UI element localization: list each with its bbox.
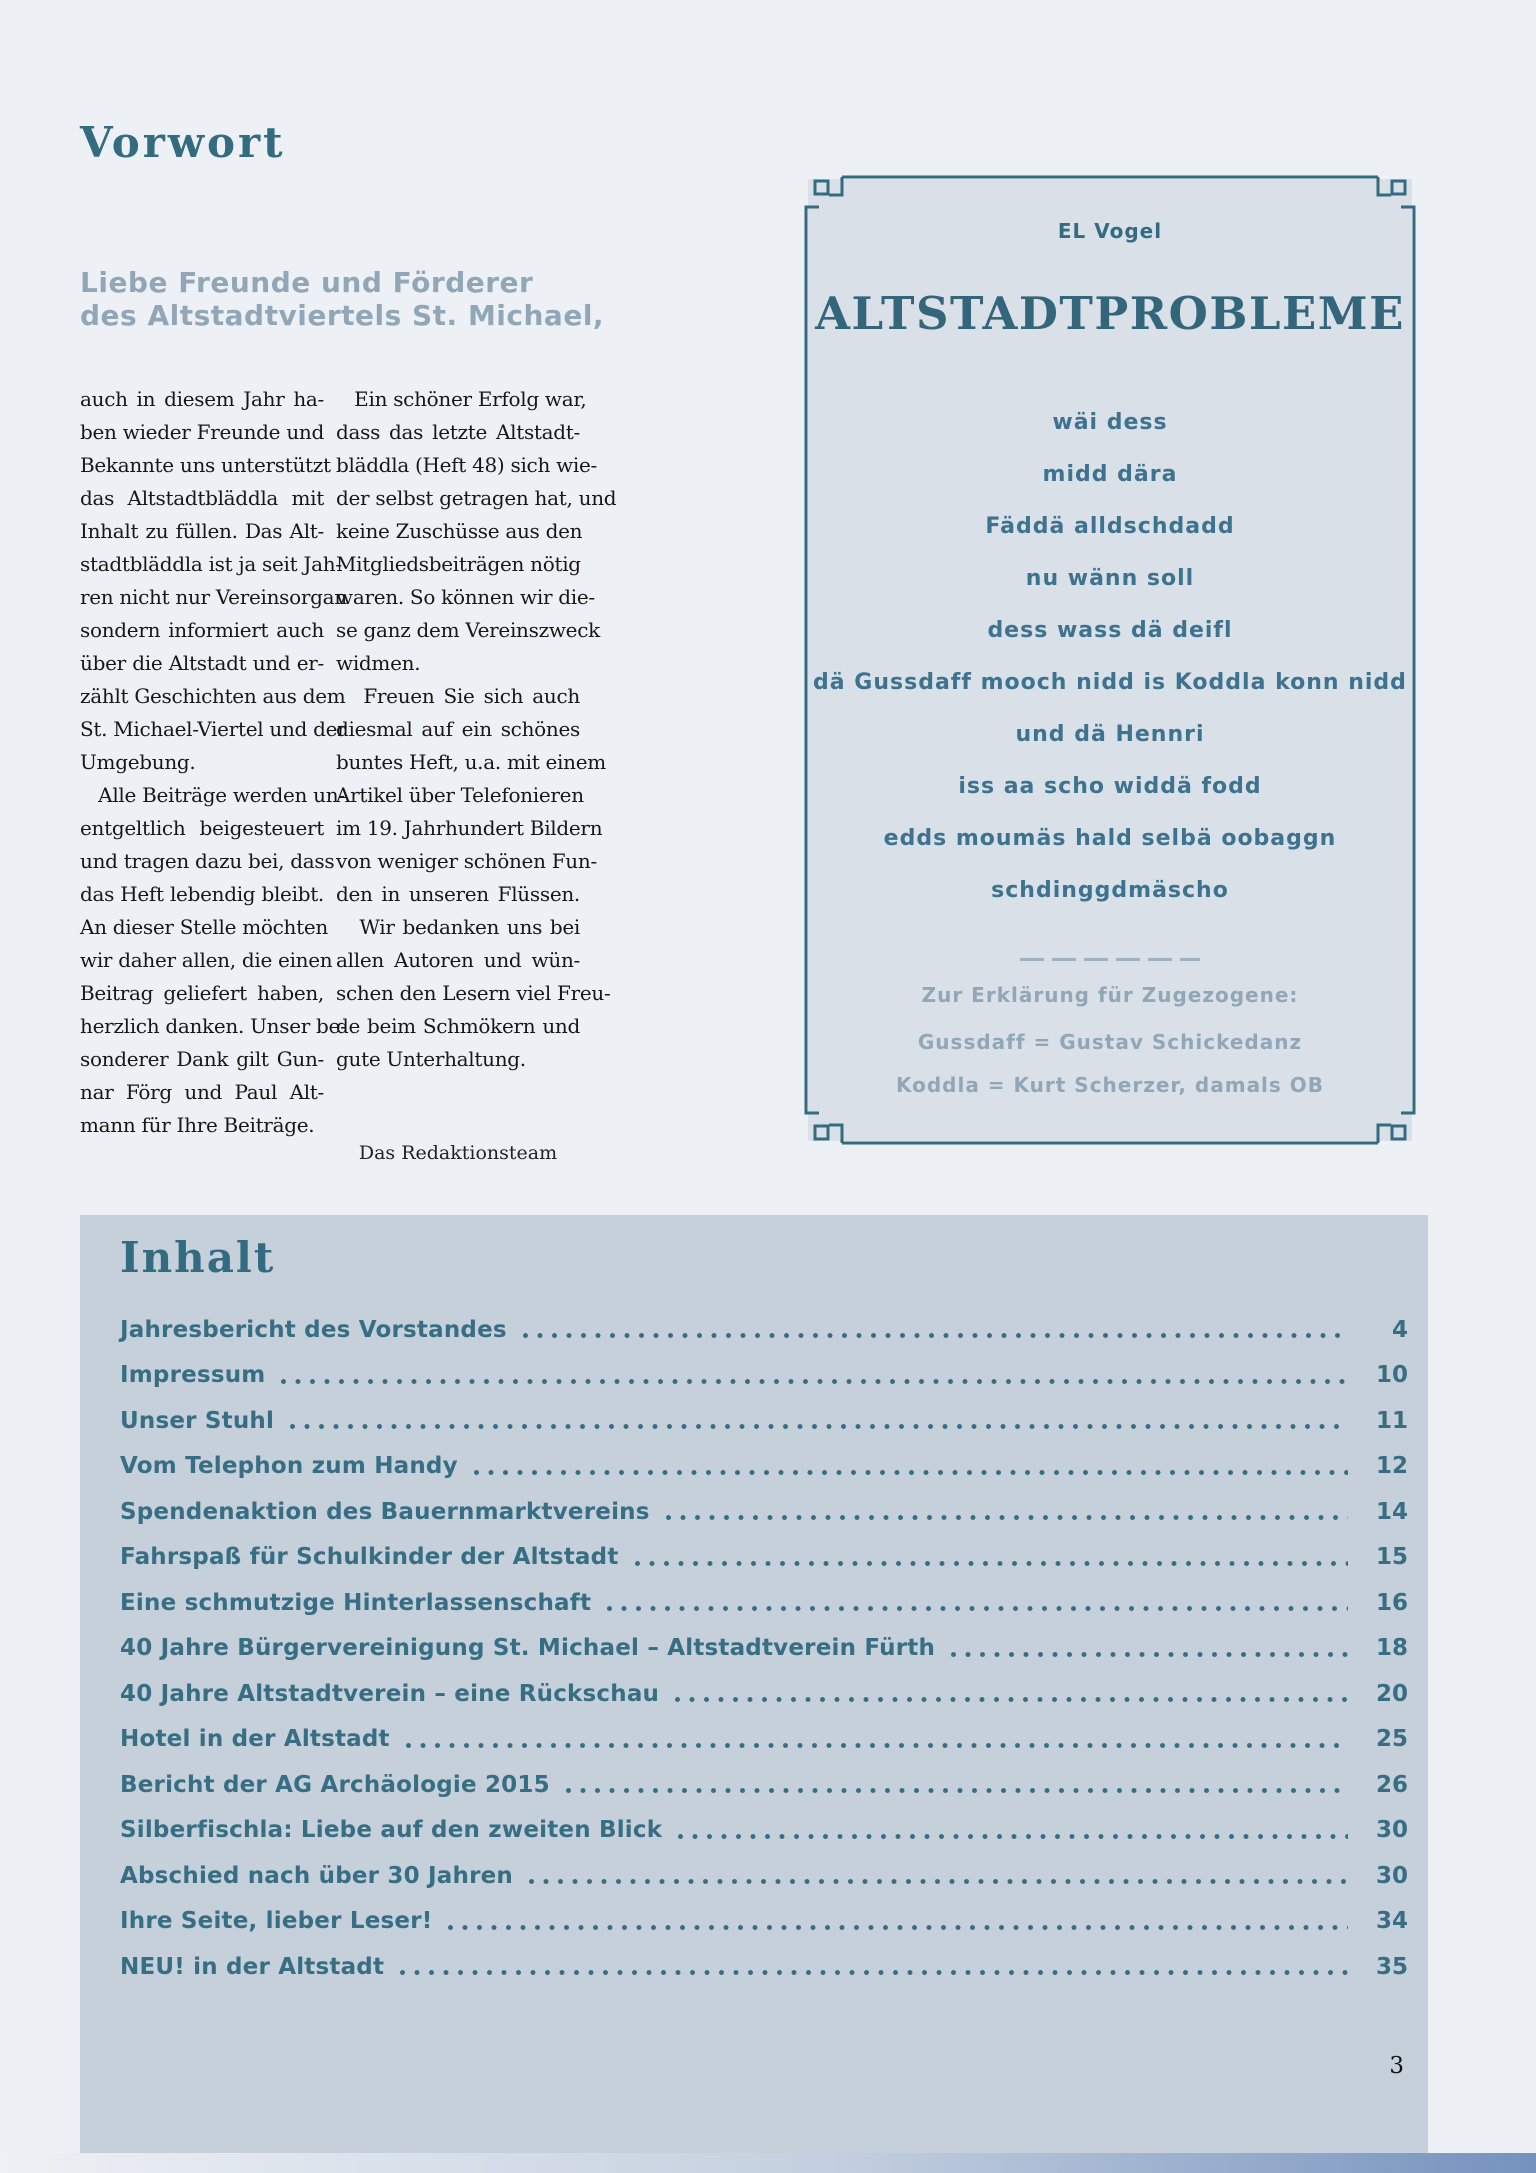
article-line: zählt Geschichten aus dem [80,684,346,708]
toc-entry-title: Fahrspaß für Schulkinder der Altstadt [120,1544,619,1571]
toc-entry-page-number: 34 [1375,1908,1408,1935]
poem-line: dä Gussdaff mooch nidd is Koddla konn nidd [813,670,1407,695]
toc-dotted-leader [523,1333,1348,1338]
toc-dotted-leader [566,1788,1348,1793]
article-line: wir daher allen, die einen [80,948,333,972]
article-line: se ganz dem Vereinszweck [336,618,600,642]
article-line: stadtbläddla ist ja seit Jah- [80,552,342,576]
article-line: ben wieder Freunde und [80,420,324,444]
bottom-gradient-bar [0,2153,1536,2173]
article-line: allen Autoren und wün- [336,948,580,972]
toc-entry-title: Jahresbericht des Vorstandes [120,1316,507,1343]
article-line: St. Michael-Viertel und der [80,717,347,741]
article-line: de beim Schmökern und [336,1014,580,1038]
poem-lines [800,397,1420,917]
toc-entry-title: Vom Telephon zum Handy [120,1453,458,1480]
toc-entry-title: Eine schmutzige Hinterlassenschaft [120,1589,592,1616]
toc-dotted-leader [678,1834,1348,1839]
poem-line: Fäddä alldschdadd [985,514,1235,539]
toc-row [120,1398,1408,1444]
toc-row [120,1944,1408,1990]
article-line: ren nicht nur Vereinsorgan [80,585,347,609]
toc-row [120,1626,1408,1672]
toc-dotted-leader [400,1970,1348,1975]
article-line: von weniger schönen Fun- [336,849,597,873]
article-line: diesmal auf ein schönes [336,717,580,741]
toc-entry-page-number: 30 [1375,1862,1408,1889]
toc-row [120,1899,1408,1945]
article-line: und tragen dazu bei, dass [80,849,335,873]
toc-entry-page-number: 26 [1375,1771,1408,1798]
article-line: An dieser Stelle möchten [80,915,328,939]
vorwort-title: Vorwort [80,118,286,167]
toc-row [120,1671,1408,1717]
toc-dotted-leader [406,1743,1348,1748]
article-line: dass das letzte Altstadt- [336,420,580,444]
article-line: den in unseren Flüssen. [336,882,580,906]
article-line: waren. So können wir die- [336,585,595,609]
poem-line: dess wass dä deifl [987,618,1233,643]
page-number: 3 [1389,2053,1404,2079]
article-line: herzlich danken. Unser be- [80,1014,347,1038]
poem-footnote-heading: Zur Erklärung für Zugezogene: [921,983,1299,1007]
article-line: entgeltlich beigesteuert [80,816,324,840]
toc-entry-page-number: 14 [1375,1498,1408,1525]
article-line: Beitrag geliefert haben, [80,981,324,1005]
toc-entry-title: 40 Jahre Altstadtverein – eine Rückschau [120,1680,660,1707]
article-line: der selbst getragen hat, und [336,486,617,510]
toc-entry-page-number: 15 [1375,1544,1408,1571]
toc-dotted-leader [448,1925,1348,1930]
toc-row [120,1489,1408,1535]
toc-dotted-leader [281,1379,1348,1384]
toc-row [120,1717,1408,1763]
table-of-contents [120,1307,1408,1990]
article-line: das Heft lebendig bleibt. [80,882,324,906]
editorial-signature: Das Redaktionsteam [358,1142,558,1164]
inhalt-title: Inhalt [120,1233,276,1282]
poem-line: schdinggdmäscho [991,878,1229,903]
toc-entry-title: Ihre Seite, lieber Leser! [120,1908,433,1935]
article-line: schen den Lesern viel Freu- [336,981,611,1005]
greeting-line-1: Liebe Freunde und Förderer [80,266,534,299]
article-line: sondern informiert auch [80,618,324,642]
toc-entry-title: 40 Jahre Bürgervereinigung St. Michael – Altstadtverein Fürth [120,1635,936,1662]
article-line: nar Förg und Paul Alt- [80,1080,324,1104]
toc-entry-title: Bericht der AG Archäologie 2015 [120,1771,550,1798]
article-line: widmen. [336,651,421,675]
toc-entry-page-number: 12 [1375,1453,1408,1480]
article-line: auch in diesem Jahr ha- [80,387,324,411]
inhalt-panel [80,1215,1428,2173]
greeting-line-2: des Altstadtviertels St. Michael, [80,299,605,332]
poem-title: ALTSTADTPROBLEME [815,287,1405,340]
article-line: Ein schöner Erfolg war, [336,387,587,411]
toc-entry-page-number: 16 [1375,1589,1408,1616]
toc-dotted-leader [607,1606,1348,1611]
toc-entry-title: Silberfischla: Liebe auf den zweiten Blick [120,1817,663,1844]
toc-entry-page-number: 30 [1375,1817,1408,1844]
article-line: Inhalt zu füllen. Das Alt- [80,519,324,543]
poem-line: edds moumäs hald selbä oobaggn [883,826,1337,851]
article-line: im 19. Jahrhundert Bildern [336,816,603,840]
toc-entry-title: NEU! in der Altstadt [120,1953,385,1980]
toc-dotted-leader [635,1561,1348,1566]
poem-footnote-line: Gussdaff = Gustav Schickedanz [917,1030,1303,1054]
poem-line: midd dära [1042,462,1178,487]
poem-box [800,155,1420,1165]
toc-row [120,1444,1408,1490]
article-line: bläddla (Heft 48) sich wie- [336,453,598,477]
poem-line: und dä Hennri [1015,722,1205,747]
toc-entry-page-number: 11 [1375,1407,1408,1434]
article-line: Umgebung. [80,750,196,774]
toc-row [120,1353,1408,1399]
article-line: buntes Heft, u.a. mit einem [336,750,606,774]
article-line: Freuen Sie sich auch [336,684,580,708]
article-line: Bekannte uns unterstützt [80,453,331,477]
toc-row [120,1535,1408,1581]
toc-entry-page-number: 10 [1375,1362,1408,1389]
toc-row [120,1580,1408,1626]
toc-dotted-leader [474,1470,1348,1475]
toc-dotted-leader [529,1879,1348,1884]
article-line: das Altstadtbläddla mit [80,486,324,510]
article-columns [80,383,617,1142]
article-line: mann für Ihre Beiträge. [80,1113,315,1137]
toc-row [120,1808,1408,1854]
toc-entry-title: Spendenaktion des Bauernmarktvereins [120,1498,650,1525]
poem-line: nu wänn soll [1025,566,1195,591]
poem-author: EL Vogel [1057,219,1163,243]
toc-entry-title: Unser Stuhl [120,1407,275,1434]
toc-entry-title: Impressum [120,1362,266,1389]
toc-entry-page-number: 25 [1375,1726,1408,1753]
toc-row [120,1307,1408,1353]
article-line: sonderer Dank gilt Gun- [80,1047,324,1071]
toc-dotted-leader [290,1424,1348,1429]
toc-entry-title: Hotel in der Altstadt [120,1726,390,1753]
article-line: gute Unterhaltung. [336,1047,526,1071]
toc-entry-page-number: 18 [1375,1635,1408,1662]
toc-dotted-leader [675,1697,1348,1702]
poem-line: wäi dess [1052,410,1168,435]
toc-entry-page-number: 35 [1375,1953,1408,1980]
toc-dotted-leader [666,1515,1348,1520]
toc-row [120,1762,1408,1808]
dashed-divider [1020,958,1200,961]
article-column-2 [336,383,617,1142]
toc-entry-page-number: 4 [1391,1316,1408,1343]
poem-footnotes [800,1021,1420,1107]
toc-entry-title: Abschied nach über 30 Jahren [120,1862,513,1889]
article-column-1 [80,383,347,1142]
toc-entry-page-number: 20 [1375,1680,1408,1707]
article-line: Artikel über Telefonieren [336,783,584,807]
poem-footnote-line: Koddla = Kurt Scherzer, damals OB [895,1073,1325,1097]
toc-dotted-leader [951,1652,1348,1657]
article-line: über die Altstadt und er- [80,651,324,675]
article-line: Mitgliedsbeiträgen nötig [336,552,581,576]
article-line: Alle Beiträge werden un- [80,783,345,807]
vorwort-greeting [80,266,604,332]
poem-line: iss aa scho widdä fodd [958,774,1262,799]
article-line: Wir bedanken uns bei [336,915,580,939]
article-line: keine Zuschüsse aus den [336,519,583,543]
toc-row [120,1853,1408,1899]
